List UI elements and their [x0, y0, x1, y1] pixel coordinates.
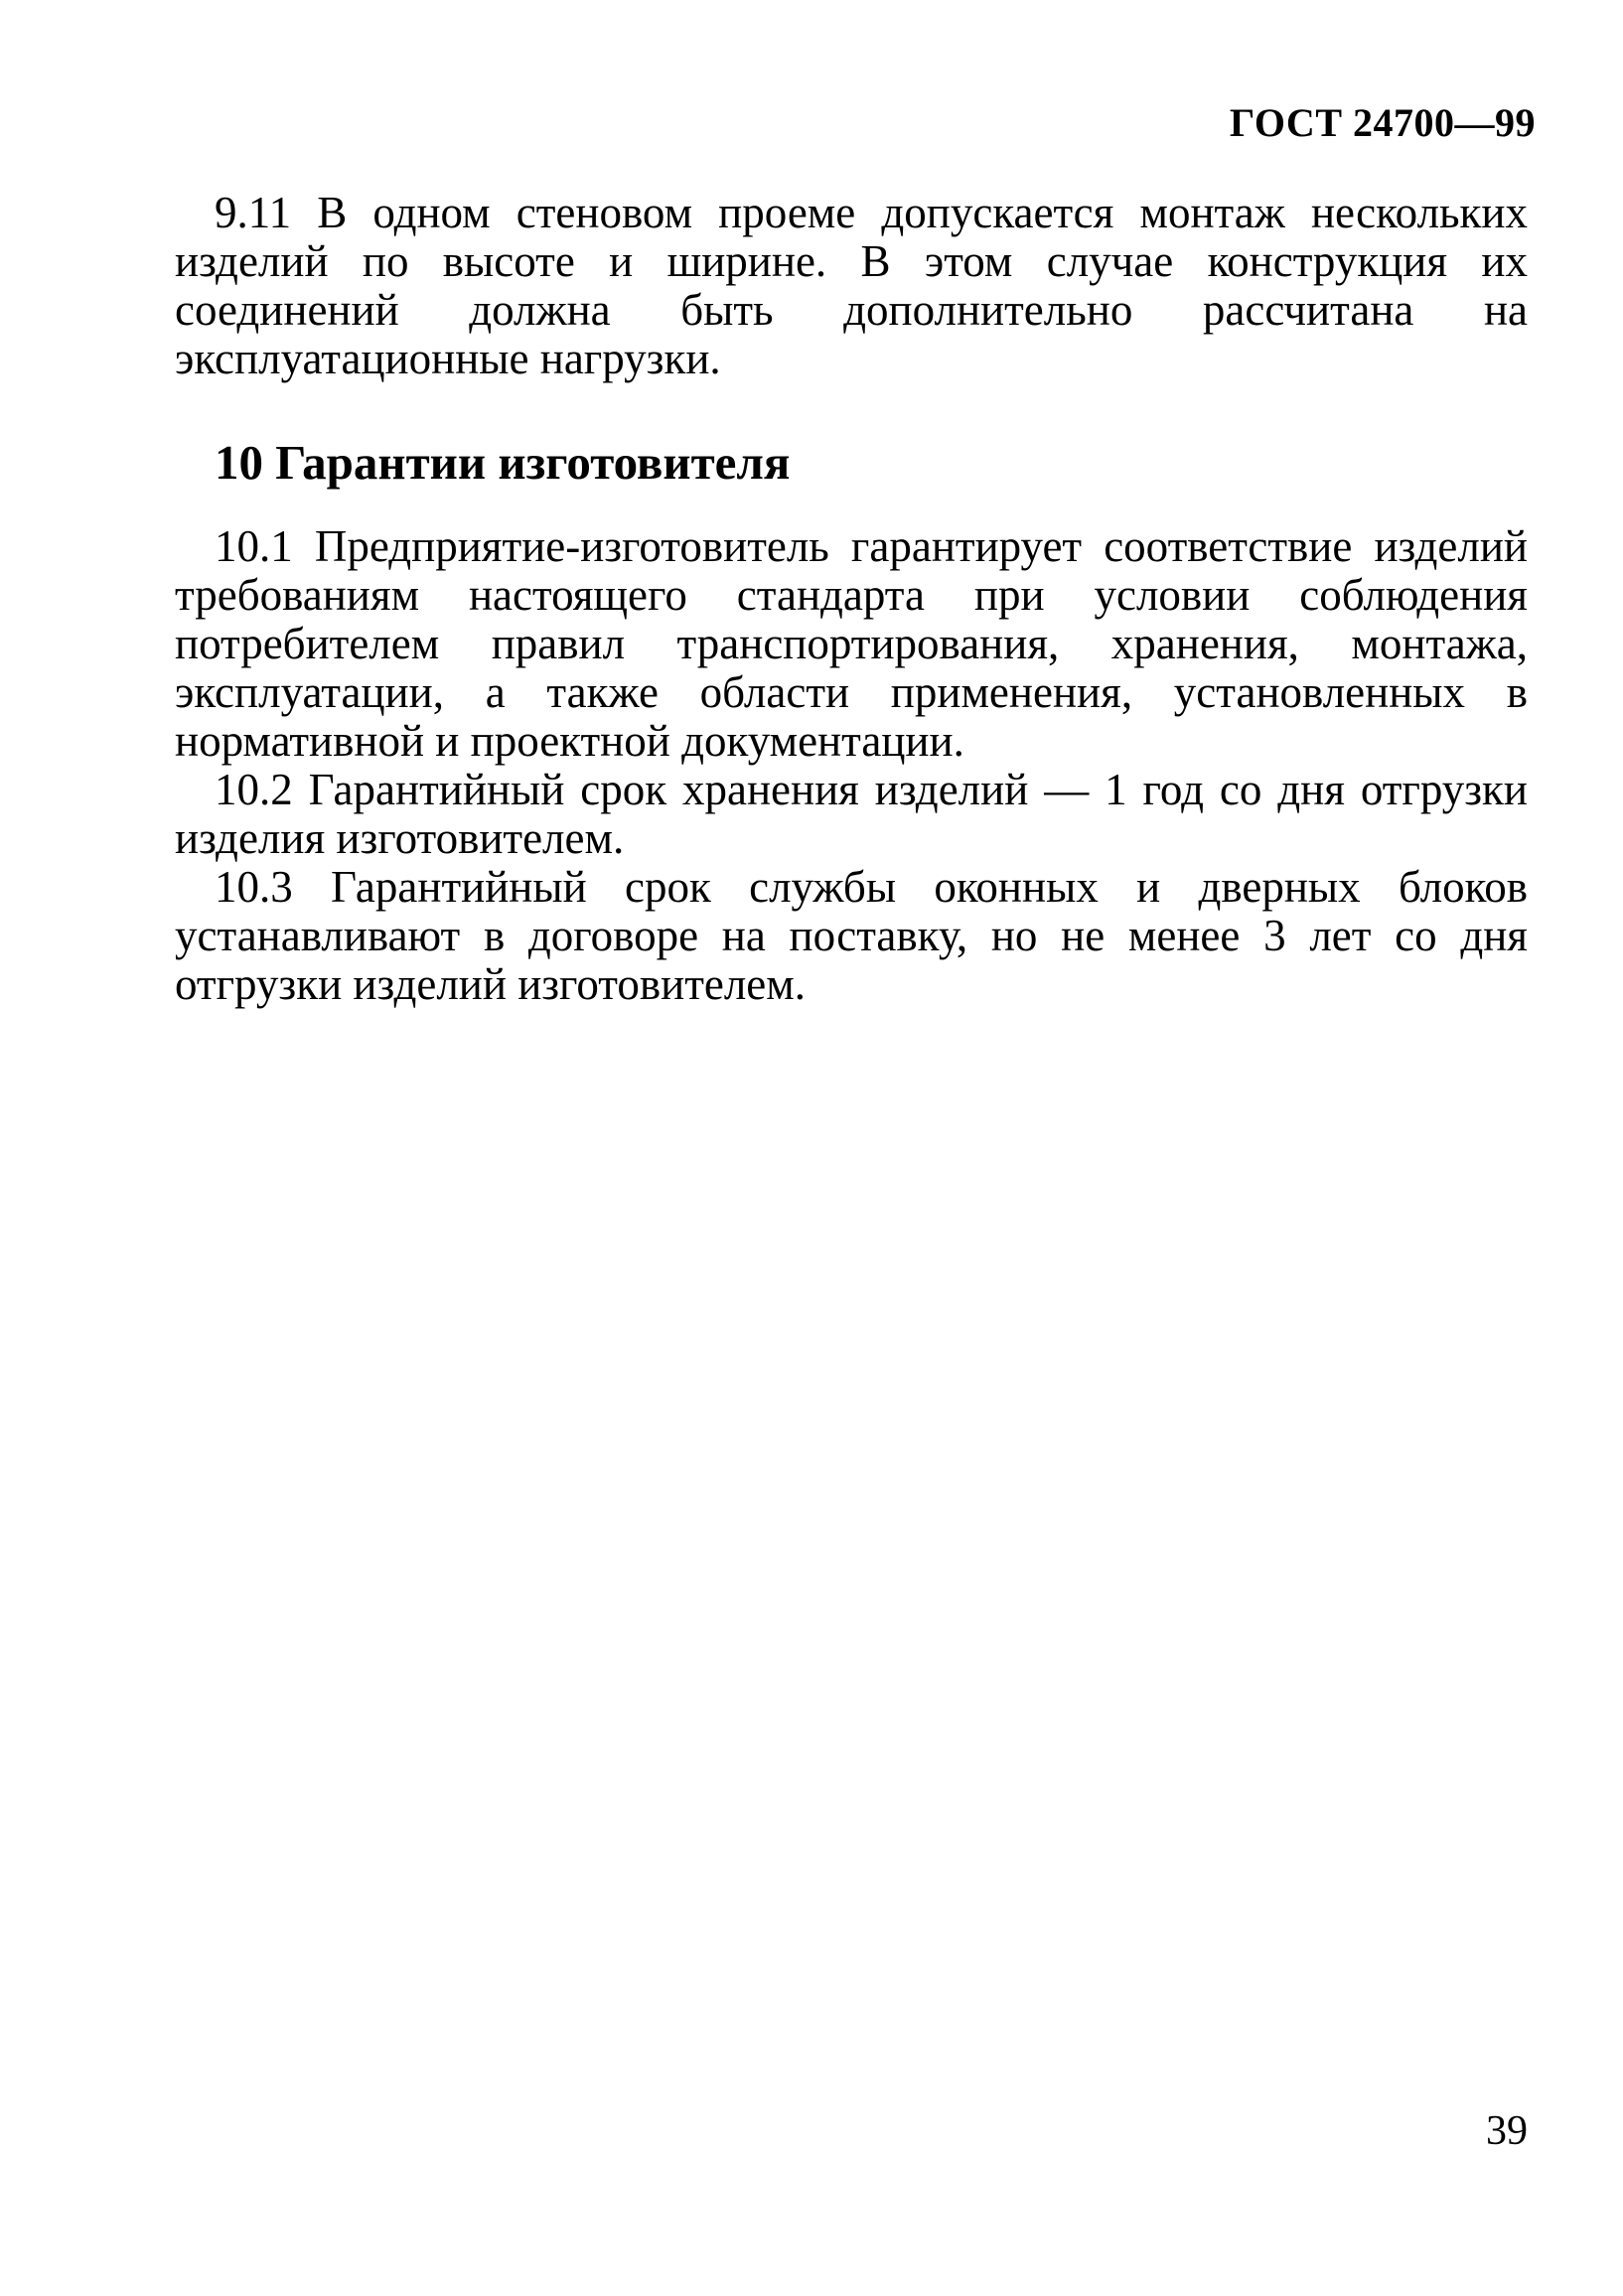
paragraph-10-1: 10.1 Предприятие-изготовитель гарантирует соответствие изделий требованиям настоящего стандарта при условии соблюдения потребителем правил транспортирования, хранения, монтажа, эксплуатации, а также области применения, установленных в нормативной и проектной документации. [175, 521, 1528, 766]
paragraph-9-11: 9.11 В одном стеновом проеме допускается монтаж нескольких изделий по высоте и ширине. В этом случае конструкция их соединений должна быть дополнительно рассчитана на эксплуатационные нагрузки. [175, 188, 1528, 383]
section-heading-10: 10 Гарантии изготовителя [215, 435, 791, 490]
standard-code-header: ГОСТ 24700—99 [1229, 100, 1536, 145]
paragraph-10-2: 10.2 Гарантийный срок хранения изделий — 1 год со дня отгрузки изделия изготовителем. [175, 765, 1528, 863]
paragraph-10-3: 10.3 Гарантийный срок службы оконных и дверных блоков устанавливают в договоре на поставку, но не менее 3 лет со дня отгрузки изделий изготовителем. [175, 862, 1528, 1009]
page-number: 39 [1486, 2108, 1528, 2154]
page-content [175, 189, 1528, 1009]
